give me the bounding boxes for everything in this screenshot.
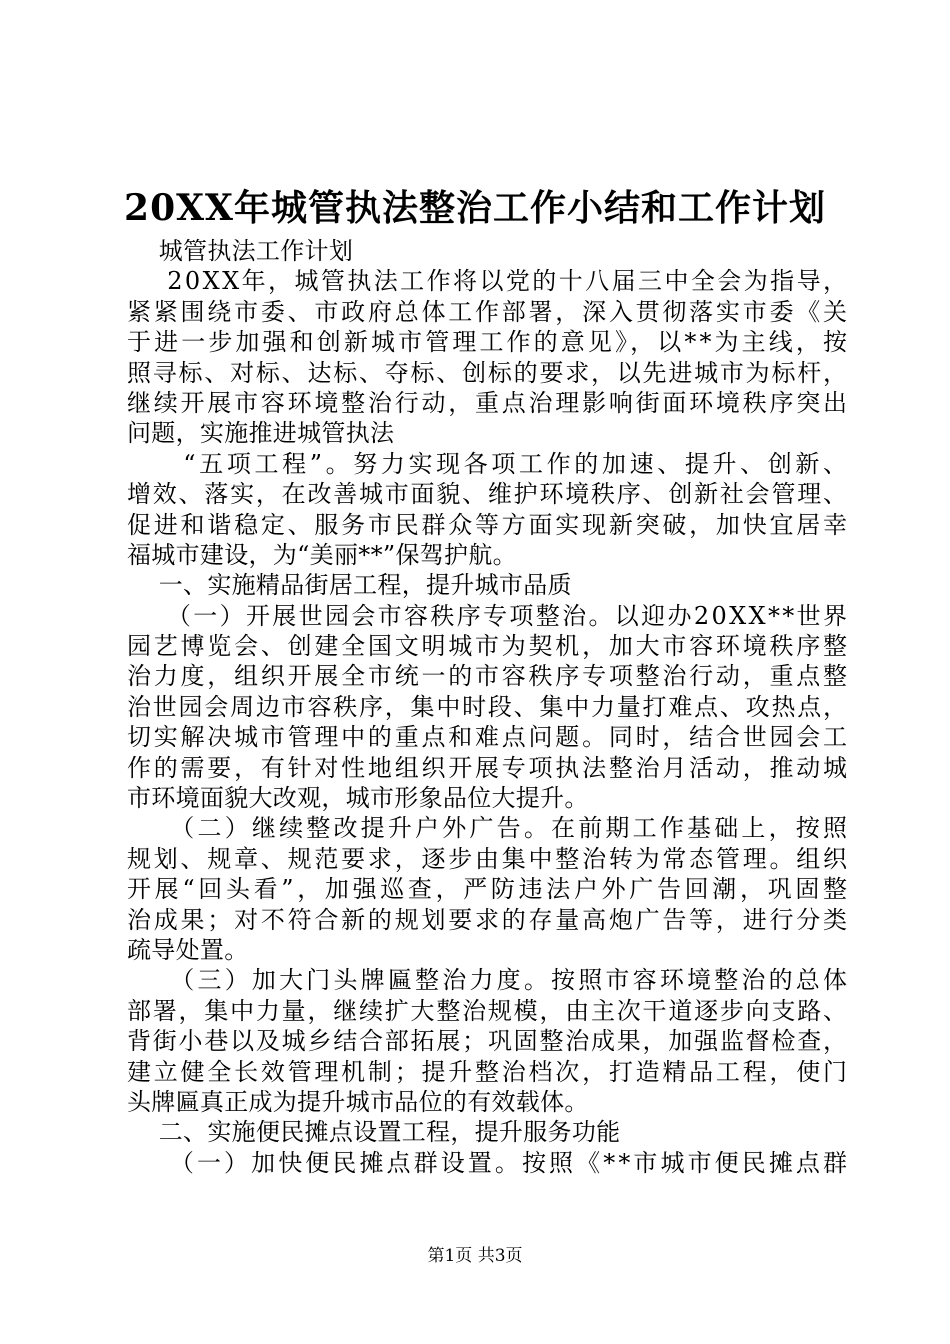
body-line: 部署，集中力量，继续扩大整治规模，由主次干道逐步向支路、 bbox=[127, 996, 849, 1025]
body-line: 促进和谐稳定、服务市民群众等方面实现新突破，加快宜居幸 bbox=[127, 510, 850, 539]
body-line: 继续开展市容环境整治行动，重点治理影响街面环境秩序突出 bbox=[127, 388, 850, 417]
body-line: 规划、规章、规范要求，逐步由集中整治转为常态管理。组织 bbox=[127, 844, 850, 873]
body-line: 20XX年，城管执法工作将以党的十八届三中全会为指导， bbox=[127, 267, 850, 296]
body-line: 紧紧围绕市委、市政府总体工作部署，深入贯彻落实市委《关 bbox=[127, 297, 850, 326]
body-line: 一、实施精品街居工程，提升城市品质 bbox=[127, 571, 572, 600]
body-line: 开展“回头看”，加强巡查，严防违法户外广告回潮，巩固整 bbox=[127, 875, 851, 904]
body-line: 问题，实施推进城管执法 bbox=[127, 419, 395, 448]
body-line: 治成果；对不符合新的规划要求的存量高炮广告等，进行分类 bbox=[127, 905, 850, 934]
body-line: （一）加快便民摊点群设置。按照《**市城市便民摊点群 bbox=[127, 1148, 851, 1177]
page-footer: 第1页 共3页 bbox=[427, 1246, 523, 1266]
body-line: 建立健全长效管理机制；提升整治档次，打造精品工程，使门 bbox=[127, 1057, 850, 1086]
body-line: 切实解决城市管理中的重点和难点问题。同时，结合世园会工 bbox=[127, 723, 850, 752]
body-line: 城管执法工作计划 bbox=[127, 237, 354, 265]
body-line: 治世园会周边市容秩序，集中时段、集中力量打难点、攻热点， bbox=[127, 692, 849, 721]
body-line: 背街小巷以及城乡结合部拓展；巩固整治成果，加强监督检查， bbox=[127, 1027, 849, 1056]
body-line: 增效、落实，在改善城市面貌、维护环境秩序、创新社会管理、 bbox=[127, 480, 849, 509]
body-line: 二、实施便民摊点设置工程，提升服务功能 bbox=[127, 1118, 621, 1147]
body-line: 头牌匾真正成为提升城市品位的有效载体。 bbox=[127, 1087, 589, 1116]
body-line: 疏导处置。 bbox=[127, 935, 249, 964]
body-line: 照寻标、对标、达标、夺标、创标的要求，以先进城市为标杆， bbox=[127, 358, 849, 387]
body-line: （二）继续整改提升户外广告。在前期工作基础上，按照 bbox=[127, 814, 851, 843]
body-line: （三）加大门头牌匾整治力度。按照市容环境整治的总体 bbox=[127, 966, 851, 995]
body-line: 园艺博览会、创建全国文明城市为契机，加大市容环境秩序整 bbox=[127, 632, 850, 661]
body-line: 福城市建设，为“美丽**”保驾护航。 bbox=[127, 540, 517, 569]
body-line: 市环境面貌大改观，城市形象品位大提升。 bbox=[127, 784, 589, 813]
body-line: （一）开展世园会市容秩序专项整治。以迎办20XX**世界 bbox=[127, 601, 850, 630]
body-line: 治力度，组织开展全市统一的市容秩序专项整治行动，重点整 bbox=[127, 662, 850, 691]
document-body bbox=[127, 236, 851, 1178]
body-line: 作的需要，有针对性地组织开展专项执法整治月活动，推动城 bbox=[127, 753, 850, 782]
body-line: “五项工程”。努力实现各项工作的加速、提升、创新、 bbox=[127, 449, 851, 478]
document-title: 20XX年城管执法整治工作小结和工作计划 bbox=[124, 187, 826, 229]
body-line: 于进一步加强和创新城市管理工作的意见》，以**为主线，按 bbox=[127, 328, 851, 357]
